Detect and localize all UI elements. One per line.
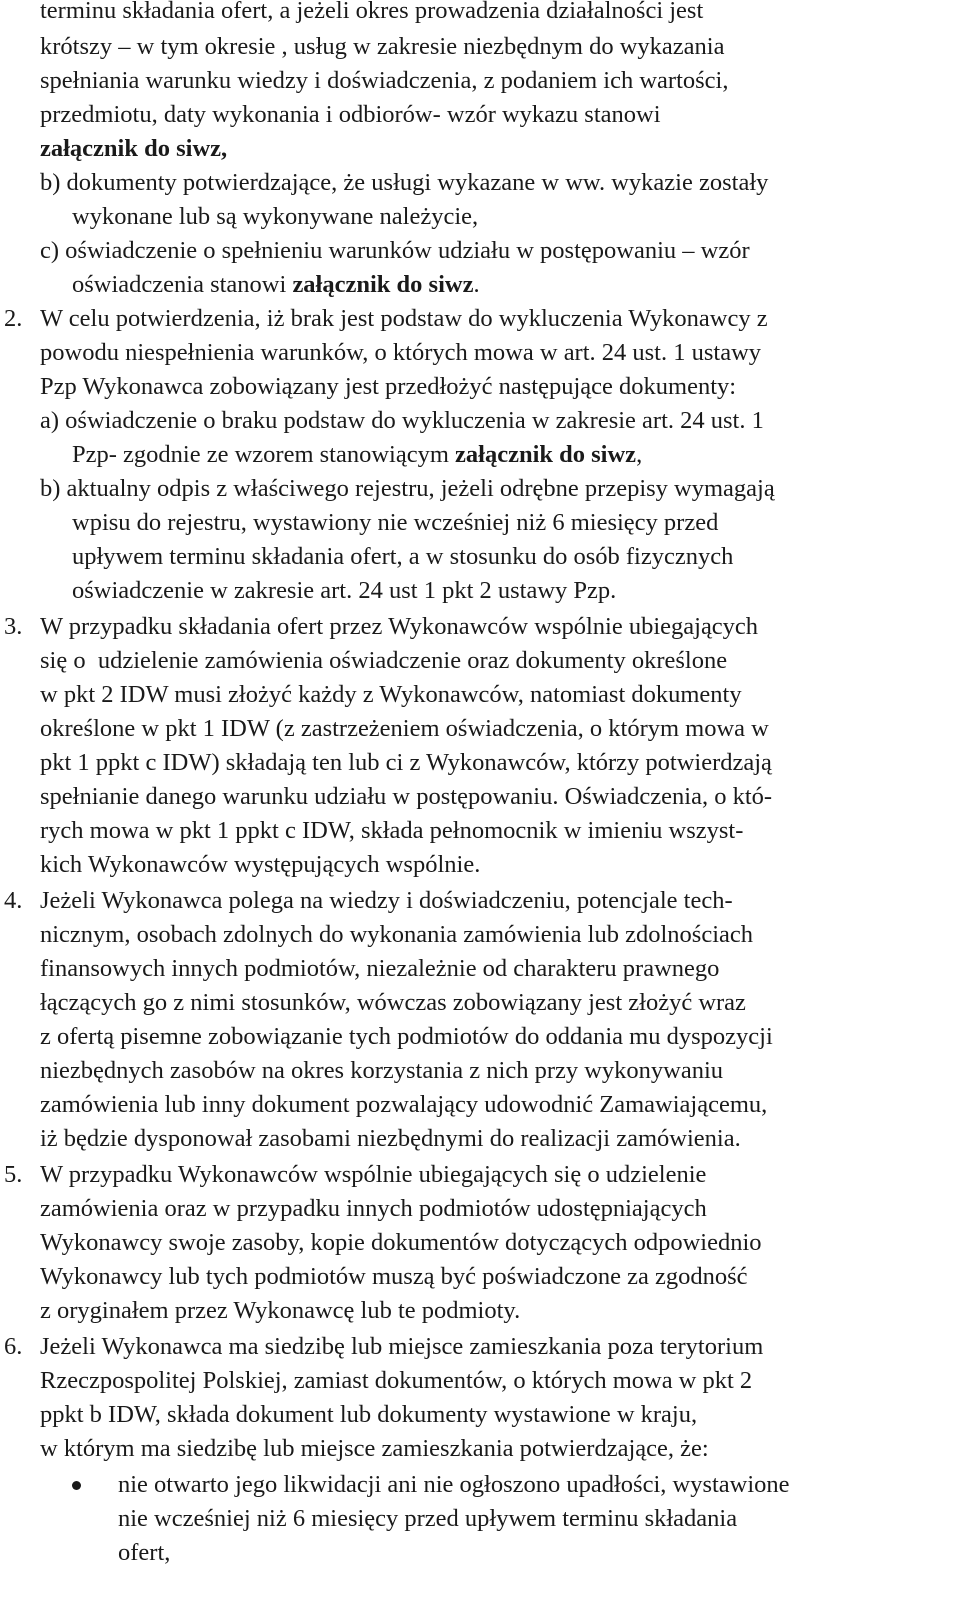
text-line: [72, 268, 480, 302]
text-line: łączących go z nimi stosunków, wówczas zobowiązany jest złożyć wraz: [40, 989, 746, 1016]
text-line: W przypadku składania ofert przez Wykonawców wspólnie ubiegających: [40, 613, 759, 640]
text-line: W celu potwierdzenia, iż brak jest podstaw do wykluczenia Wykonawcy z: [40, 305, 768, 332]
item-number: 5.: [4, 1161, 23, 1188]
text-line: iż będzie dysponował zasobami niezbędnymi do realizacji zamówienia.: [40, 1125, 741, 1152]
text-line: wpisu do rejestru, wystawiony nie wcześniej niż 6 miesięcy przed: [72, 509, 719, 536]
text-line: [72, 438, 642, 472]
text-line: wykonane lub są wykonywane należycie,: [72, 203, 479, 230]
text-line: pkt 1 ppkt c IDW) składają ten lub ci z Wykonawców, którzy potwierdzają: [40, 749, 772, 776]
text-line: Rzeczpospolitej Polskiej, zamiast dokumentów, o których mowa w pkt 2: [40, 1367, 753, 1394]
text-line: niezbędnych zasobów na okres korzystania z nich przy wykonywaniu: [40, 1057, 724, 1084]
text-line: w pkt 2 IDW musi złożyć każdy z Wykonawców, natomiast dokumenty: [40, 681, 742, 708]
text-line: zamówienia oraz w przypadku innych podmiotów udostępniających: [40, 1195, 707, 1222]
text-line: c) oświadczenie o spełnieniu warunków udziału w postępowaniu – wzór: [40, 237, 750, 264]
text-line: zamówienia lub inny dokument pozwalający udowodnić Zamawiającemu,: [40, 1091, 768, 1118]
text-line: Wykonawcy swoje zasoby, kopie dokumentów dotyczących odpowiednio: [40, 1229, 762, 1256]
text-line: upływem terminu składania ofert, a w stosunku do osób fizycznych: [72, 543, 734, 570]
text-line: w którym ma siedzibę lub miejsce zamieszkania potwierdzające, że:: [40, 1435, 709, 1462]
text-line: b) dokumenty potwierdzające, że usługi wykazane w ww. wykazie zostały: [40, 169, 769, 196]
text-line: nicznym, osobach zdolnych do wykonania zamówienia lub zdolnościach: [40, 921, 754, 948]
text-line: spełnianie danego warunku udziału w postępowaniu. Oświadczenia, o któ-: [40, 783, 773, 810]
text-segment: Pzp- zgodnie ze wzorem stanowiącym: [72, 441, 456, 468]
text-line: z oryginałem przez Wykonawcę lub te podmioty.: [40, 1297, 521, 1324]
text-line: nie otwarto jego likwidacji ani nie ogłoszono upadłości, wystawione: [118, 1471, 790, 1498]
item-number: 4.: [4, 887, 23, 914]
text-line: oświadczenie w zakresie art. 24 ust 1 pkt 2 ustawy Pzp.: [72, 577, 617, 604]
attachment-reference: załącznik do siwz: [455, 441, 637, 468]
text-line: przedmiotu, daty wykonania i odbiorów- wzór wykazu stanowi: [40, 101, 661, 128]
text-line-bold: załącznik do siwz,: [40, 135, 228, 162]
text-line: b) aktualny odpis z właściwego rejestru, jeżeli odrębne przepisy wymagają: [40, 475, 775, 502]
text-line: się o udzielenie zamówienia oświadczenie oraz dokumenty określone: [40, 647, 728, 674]
text-segment: oświadczenia stanowi: [72, 271, 293, 298]
item-number: 3.: [4, 613, 23, 640]
text-line: rych mowa w pkt 1 ppkt c IDW, składa pełnomocnik w imieniu wszyst-: [40, 817, 744, 844]
attachment-reference: załącznik do siwz: [292, 271, 474, 298]
text-line: Jeżeli Wykonawca ma siedzibę lub miejsce zamieszkania poza terytorium: [40, 1333, 764, 1360]
text-line: ppkt b IDW, składa dokument lub dokumenty wystawione w kraju,: [40, 1401, 698, 1428]
text-line: nie wcześniej niż 6 miesięcy przed upływem terminu składania: [118, 1505, 738, 1532]
text-line: W przypadku Wykonawców wspólnie ubiegających się o udzielenie: [40, 1161, 707, 1188]
text-line: a) oświadczenie o braku podstaw do wykluczenia w zakresie art. 24 ust. 1: [40, 407, 764, 434]
item-number: 6.: [4, 1333, 23, 1360]
text-line: Pzp Wykonawca zobowiązany jest przedłożyć następujące dokumenty:: [40, 373, 737, 400]
text-line: określone w pkt 1 IDW (z zastrzeżeniem oświadczenia, o którym mowa w: [40, 715, 769, 742]
item-number: 2.: [4, 305, 23, 332]
text-line: krótszy – w tym okresie , usług w zakresie niezbędnym do wykazania: [40, 33, 725, 60]
text-line: spełniania warunku wiedzy i doświadczenia, z podaniem ich wartości,: [40, 67, 729, 94]
text-line: kich Wykonawców występujących wspólnie.: [40, 851, 481, 878]
text-segment: ,: [636, 441, 643, 468]
text-segment: .: [473, 271, 480, 298]
text-line: z ofertą pisemne zobowiązanie tych podmiotów do oddania mu dyspozycji: [40, 1023, 773, 1050]
text-line: Jeżeli Wykonawca polega na wiedzy i doświadczeniu, potencjale tech-: [40, 887, 733, 914]
text-line: powodu niespełnienia warunków, o których mowa w art. 24 ust. 1 ustawy: [40, 339, 762, 366]
text-line: Wykonawcy lub tych podmiotów muszą być poświadczone za zgodność: [40, 1263, 748, 1290]
text-line: terminu składania ofert, a jeżeli okres prowadzenia działalności jest: [40, 0, 704, 24]
bullet-icon: [72, 1481, 81, 1490]
text-line: ofert,: [118, 1539, 171, 1566]
text-line: finansowych innych podmiotów, niezależnie od charakteru prawnego: [40, 955, 720, 982]
